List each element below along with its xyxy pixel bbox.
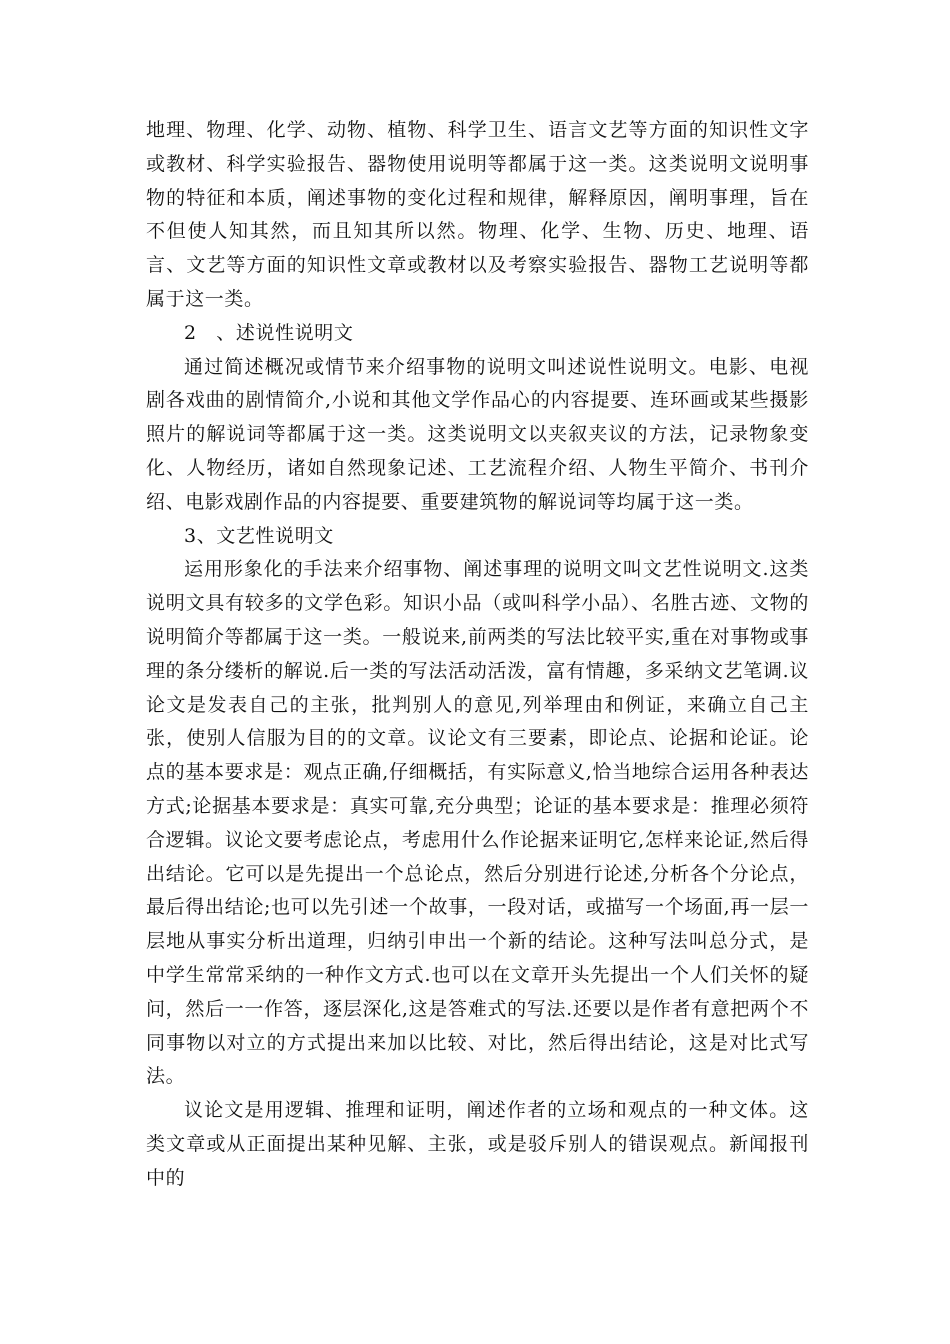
section-heading-literary: 3、文艺性说明文 bbox=[184, 524, 334, 547]
paragraph-argumentative: 议论文是用逻辑、推理和证明，阐述作者的立场和观点的一种文体。这类文章或从正面提出某种见解、主张，或是驳斥别人的错误观点。新闻报刊中的 bbox=[146, 1099, 809, 1189]
document-body bbox=[146, 114, 809, 1196]
paragraph-literary: 运用形象化的手法来介绍事物、阐述事理的说明文叫文艺性说明文.这类说明文具有较多的文学色彩。知识小品（或叫科学小品）、名胜古迹、文物的说明简介等都属于这一类。一般说来,前两类的写法比较平实,重在对事物或事理的条分缕析的解说.后一类的写法活动活泼，富有情趣，多采纳文艺笔调.议论文是发表自己的主张，批判别人的意见,列举理由和例证，来确立自己主张，使别人信服为目的的文章。议论文有三要素，即论点、论据和论证。论点的基本要求是：观点正确,仔细概括，有实际意义,恰当地综合运用各种表达方式;论据基本要求是：真实可靠,充分典型；论证的基本要求是：推理必须符合逻辑。议论文要考虑论点，考虑用什么作论据来证明它,怎样来论证,然后得出结论。它可以是先提出一个总论点，然后分别进行论述,分析各个分论点，最后得出结论;也可以先引述一个故事，一段对话，或描写一个场面,再一层一层地从事实分析出道理，归纳引申出一个新的结论。这种写法叫总分式，是中学生常常采纳的一种作文方式.也可以在文章开头先提出一个人们关怀的疑问，然后一一作答，逐层深化,这是答难式的写法.还要以是作者有意把两个不同事物以对立的方式提出来加以比较、对比，然后得出结论，这是对比式写法。 bbox=[146, 558, 809, 1088]
section-heading-narrative: 2 、述说性说明文 bbox=[184, 321, 354, 344]
paragraph-narrative: 通过简述概况或情节来介绍事物的说明文叫述说性说明文。电影、电视剧各戏曲的剧情简介,小说和其他文学作品心的内容提要、连环画或某些摄影照片的解说词等都属于这一类。这类说明文以夹叙夹议的方法，记录物象变化、人物经历，诸如自然现象记述、工艺流程介绍、人物生平简介、书刊介绍、电影戏剧作品的内容提要、重要建筑物的解说词等均属于这一类。 bbox=[146, 355, 809, 513]
paragraph-intro: 地理、物理、化学、动物、植物、科学卫生、语言文艺等方面的知识性文字或教材、科学实验报告、器物使用说明等都属于这一类。这类说明文说明事物的特征和本质，阐述事物的变化过程和规律，解释原因，阐明事理，旨在不但使人知其然，而且知其所以然。物理、化学、生物、历史、地理、语言、文艺等方面的知识性文章或教材以及考察实验报告、器物工艺说明等都属于这一类。 bbox=[146, 119, 809, 310]
